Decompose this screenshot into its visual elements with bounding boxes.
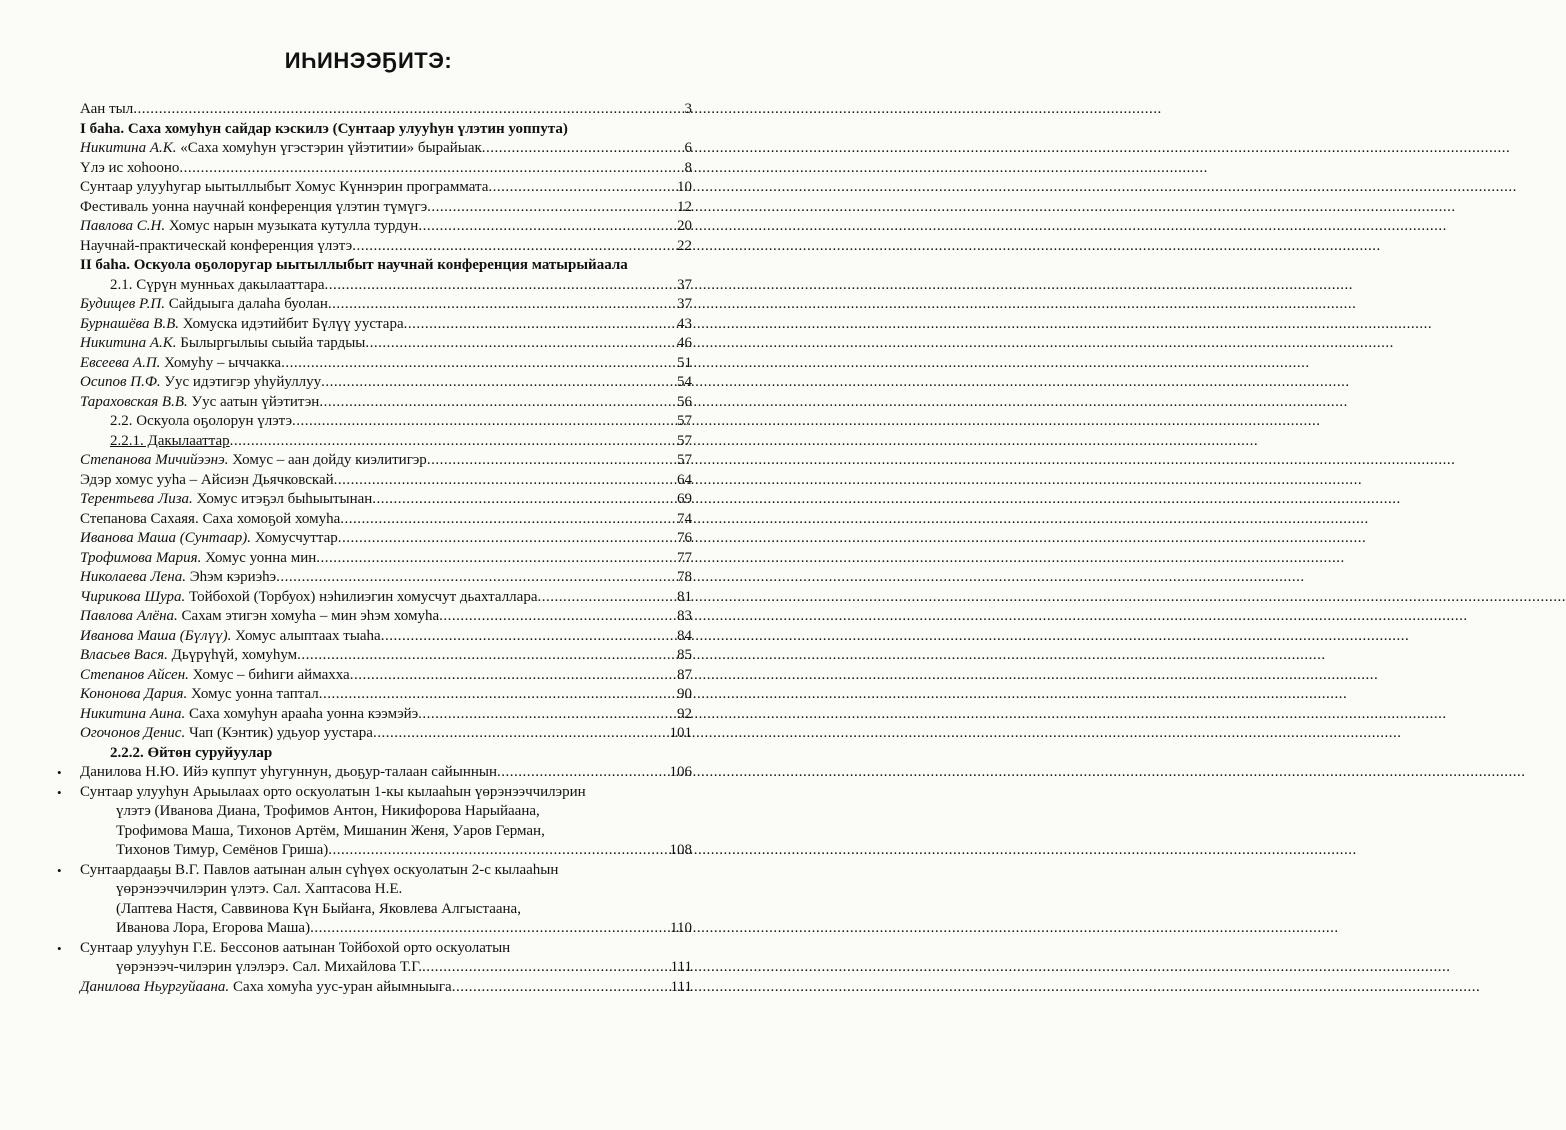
- toc-entry-text: [116, 900, 521, 920]
- toc-entry-text: [80, 666, 350, 686]
- toc-line: [80, 880, 692, 900]
- dot-leader: [310, 919, 669, 939]
- toc-line: [80, 471, 692, 491]
- toc-line: [80, 529, 692, 549]
- toc-author: Кононова Дария.: [80, 686, 188, 702]
- dot-leader: [319, 685, 676, 705]
- toc-page-number: 92: [677, 705, 692, 722]
- toc-line: [80, 334, 692, 354]
- toc-page-number: 57: [677, 432, 692, 449]
- toc-title: Сайдыыга далаһа буолан: [164, 296, 328, 312]
- toc-author: Огочонов Денис.: [80, 725, 186, 741]
- dot-leader: [292, 412, 676, 432]
- toc-entry-text: [116, 841, 328, 861]
- toc-title: 2.2.2. Өйтөн суруйуулар: [110, 744, 273, 761]
- toc-author: Чирикова Шура.: [80, 588, 186, 605]
- toc-title: үөрэнээччилэрин үлэтэ. Сал. Хаптасова Н.Е.: [116, 881, 403, 897]
- toc-entry-text: [80, 763, 497, 783]
- toc-author: Павлова Алёна.: [80, 608, 178, 624]
- toc-entry-text: [80, 861, 558, 881]
- toc-line: [80, 120, 692, 140]
- toc-entry-text: [80, 783, 586, 803]
- toc-title: (Лаптева Настя, Саввинова Күн Быйаҥа, Яковлева Алгыстаана,: [116, 900, 521, 917]
- toc-title: Аан тыл: [80, 101, 134, 117]
- toc-line: [80, 978, 692, 998]
- toc-page-number: 37: [677, 276, 692, 293]
- toc-entry-text: [80, 705, 418, 725]
- toc-entry-text: [80, 315, 404, 335]
- toc-entry-text: [116, 919, 310, 939]
- toc-title: Хомус – аан дойду киэлитигэр: [228, 452, 427, 468]
- toc-page-number: 74: [677, 510, 692, 527]
- dot-leader: [497, 763, 668, 783]
- toc-title: Хомусчуттар: [251, 530, 338, 546]
- toc-page-number: 6: [684, 140, 692, 156]
- toc-title: Иванова Лора, Егорова Маша): [116, 920, 311, 936]
- dot-leader: [319, 393, 676, 413]
- dot-leader: [350, 666, 676, 686]
- toc-page-number: 111: [670, 978, 692, 995]
- toc-line: [80, 373, 692, 393]
- toc-page-number: 12: [677, 198, 692, 215]
- toc-entry-text: [80, 373, 321, 393]
- toc-page-number: 108: [669, 842, 692, 858]
- dot-leader: [281, 354, 676, 374]
- dot-leader: [452, 978, 670, 998]
- table-of-contents: [57, 100, 692, 997]
- toc-title: Хомус нарын музыката кутулла турдун: [165, 218, 419, 234]
- toc-line: [80, 100, 692, 120]
- toc-title: үөрэнээч-чилэрин үлэлэрэ. Сал. Михайлова Т.Г.: [116, 959, 422, 975]
- toc-line: [80, 900, 692, 920]
- toc-line: [57, 939, 692, 959]
- toc-page-number: 106: [669, 764, 692, 780]
- toc-page-number: 22: [677, 237, 692, 254]
- dot-leader: [482, 139, 684, 159]
- toc-entry-text: [80, 295, 328, 315]
- dot-leader: [133, 100, 683, 120]
- toc-entry-text: [80, 393, 319, 413]
- toc-entry-text: [116, 822, 545, 842]
- toc-author: Власьев Вася.: [80, 647, 168, 663]
- dot-leader: [276, 568, 676, 588]
- toc-author: Степанов Айсен.: [80, 666, 189, 683]
- toc-author: Никитина А.К.: [80, 335, 177, 351]
- toc-author: Осипов П.Ф.: [80, 374, 161, 390]
- toc-page-number: 81: [677, 588, 692, 605]
- toc-entry-text: [110, 432, 230, 452]
- toc-title: Хомус уонна таптал: [187, 686, 319, 702]
- toc-line: [80, 510, 692, 530]
- toc-line: [80, 841, 692, 861]
- toc-entry-text: [80, 334, 365, 354]
- toc-author: Бурнашёва В.В.: [80, 315, 180, 332]
- toc-entry-text: [80, 178, 488, 198]
- toc-title: Эдэр хомус ууһа – Айсиэн Дьячковскай: [80, 471, 334, 488]
- toc-author: Никитина Аина.: [80, 705, 186, 722]
- toc-page-number: 90: [677, 686, 692, 702]
- toc-entry-text: [80, 471, 334, 491]
- dot-leader: [328, 841, 668, 861]
- toc-entry-text: [80, 198, 427, 218]
- toc-title: Тихонов Тимур, Семёнов Гриша): [116, 842, 329, 858]
- toc-page-number: 111: [670, 959, 692, 975]
- toc-entry-text: [80, 139, 482, 159]
- dot-leader: [340, 510, 676, 530]
- toc-line: [80, 159, 692, 179]
- toc-entry-text: [80, 588, 537, 608]
- toc-title: Фестиваль уонна научнай конференция үлэтин түмүгэ: [80, 198, 428, 215]
- toc-page-number: 69: [677, 491, 692, 507]
- toc-line: [57, 783, 692, 803]
- toc-author: Трофимова Мария.: [80, 549, 202, 566]
- toc-page-number: 46: [677, 335, 692, 351]
- toc-entry-text: [80, 120, 568, 140]
- toc-entry-text: [80, 490, 372, 510]
- dot-leader: [422, 958, 670, 978]
- toc-line: [80, 685, 692, 705]
- dot-leader: [372, 490, 676, 510]
- toc-page-number: 84: [677, 627, 692, 644]
- toc-line: [80, 139, 692, 159]
- toc-page-number: 76: [677, 530, 692, 546]
- toc-page-number: 56: [677, 393, 692, 410]
- toc-page-number: 85: [677, 647, 692, 663]
- toc-author: Степанова Мичийээнэ.: [80, 452, 229, 468]
- dot-leader: [427, 451, 676, 471]
- toc-line: [80, 315, 692, 335]
- toc-page-number: 78: [677, 569, 692, 585]
- toc-title: Хомус уонна мин: [201, 549, 317, 566]
- toc-title: Сахам этигэн хомуһа – мин эһэм хомуһа: [177, 608, 440, 624]
- toc-line: [80, 588, 692, 608]
- dot-leader: [338, 529, 676, 549]
- toc-entry-text: [110, 412, 292, 432]
- toc-title: Эһэм кэриэһэ: [185, 569, 277, 585]
- toc-title: үлэтэ (Иванова Диана, Трофимов Антон, Никифорова Нарыйаана,: [116, 803, 540, 819]
- toc-line: [80, 276, 692, 296]
- toc-entry-text: [110, 276, 325, 296]
- toc-page-number: 51: [677, 354, 692, 371]
- toc-title: Үлэ ис хоһооно: [80, 159, 180, 176]
- toc-entry-text: [80, 451, 427, 471]
- dot-leader: [325, 276, 676, 296]
- toc-line: [80, 958, 692, 978]
- toc-title: 2.2. Оскуола оҕолорун үлэтэ: [110, 413, 293, 429]
- toc-line: [80, 256, 692, 276]
- toc-page-number: 83: [677, 608, 692, 624]
- toc-line: [57, 763, 692, 783]
- toc-title: Сунтаар улууһугар ыытыллыбыт Хомус Күннэрин программата: [80, 179, 489, 195]
- dot-leader: [179, 159, 683, 179]
- toc-author: Данилова Ньургуйаана.: [80, 978, 230, 995]
- toc-title: Уус идэтигэр уһуйуллуу: [160, 374, 322, 390]
- toc-title: Хомуһу – ыччакка: [160, 354, 282, 371]
- toc-entry-text: [80, 529, 338, 549]
- dot-leader: [297, 646, 676, 666]
- toc-page-number: 77: [677, 549, 692, 566]
- toc-line: [80, 412, 692, 432]
- toc-title: Степанова Сахаяя. Саха хомоҕой хомуһа: [80, 510, 341, 527]
- toc-author: Николаева Лена.: [80, 569, 186, 585]
- toc-title: Сунтаар улууһун Арыылаах орто оскуолатын 1-кы кылааһын үөрэнээччилэрин: [80, 783, 586, 800]
- toc-author: Иванова Маша (Бүлүү).: [80, 627, 232, 644]
- toc-page-number: 43: [677, 315, 692, 332]
- toc-line: [80, 549, 692, 569]
- dot-leader: [373, 724, 669, 744]
- bullet-icon: •: [57, 765, 62, 780]
- toc-line: [80, 919, 692, 939]
- toc-title: Трофимова Маша, Тихонов Артём, Мишанин Женя, Уаров Герман,: [116, 822, 545, 839]
- toc-line: [80, 646, 692, 666]
- toc-author: Евсеева А.П.: [80, 354, 161, 371]
- toc-entry-text: [80, 607, 439, 627]
- toc-line: [80, 432, 692, 452]
- toc-entry-text: [80, 354, 281, 374]
- toc-entry-text: [80, 100, 133, 120]
- toc-author: Терентьева Лиза.: [80, 491, 193, 507]
- dot-leader: [537, 588, 676, 608]
- dot-leader: [418, 217, 676, 237]
- toc-page-number: 110: [670, 920, 692, 936]
- toc-line: [80, 607, 692, 627]
- toc-entry-text: [110, 744, 272, 764]
- toc-title: Уус аатын үйэтитэн: [187, 393, 320, 410]
- toc-title: Хомус алыптаах тыаһа: [231, 627, 381, 644]
- toc-entry-text: [80, 724, 373, 744]
- toc-entry-text: [80, 646, 297, 666]
- toc-line: [80, 568, 692, 588]
- toc-title: II баһа. Оскуола оҕолоругар ыытыллыбыт научнай конференция матырыйаала: [80, 257, 628, 273]
- toc-title: I баһа. Саха хомуһун сайдар кэскилэ (Сунтаар улууһун үлэтин уоппута): [80, 120, 568, 137]
- dot-leader: [328, 295, 676, 315]
- toc-entry-text: [116, 958, 422, 978]
- toc-page-number: 3: [684, 101, 692, 117]
- toc-page-number: 101: [669, 725, 692, 741]
- toc-line: [80, 666, 692, 686]
- toc-author: Никитина А.К.: [80, 140, 177, 156]
- dot-leader: [321, 373, 676, 393]
- dot-leader: [381, 627, 676, 647]
- dot-leader: [427, 198, 676, 218]
- toc-line: [80, 393, 692, 413]
- dot-leader: [352, 237, 676, 257]
- dot-leader: [316, 549, 676, 569]
- toc-page-number: 37: [677, 296, 692, 312]
- toc-line: [80, 802, 692, 822]
- toc-line: [80, 705, 692, 725]
- toc-line: [80, 237, 692, 257]
- toc-title: «Саха хомуһун үгэстэрин үйэтитии» бырайыак: [176, 140, 482, 156]
- toc-entry-text: [80, 159, 179, 179]
- bullet-icon: •: [57, 940, 62, 956]
- toc-page-number: 20: [677, 218, 692, 234]
- toc-entry-text: [80, 627, 381, 647]
- toc-line: [80, 217, 692, 237]
- toc-entry-text: [116, 880, 402, 900]
- toc-title: Дьүрүһүй, хомуһум: [167, 647, 298, 663]
- toc-line: [80, 627, 692, 647]
- toc-page-number: 57: [677, 413, 692, 429]
- toc-author: Иванова Маша (Сунтаар).: [80, 530, 252, 546]
- toc-line: [80, 354, 692, 374]
- toc-line: [80, 178, 692, 198]
- toc-page-number: 57: [677, 452, 692, 468]
- toc-entry-text: [80, 685, 319, 705]
- toc-title: 2.2.1. Дакылааттар: [110, 432, 230, 449]
- toc-page-number: 10: [677, 179, 692, 195]
- toc-title: Сунтаардааҕы В.Г. Павлов аатынан алын сүһүөх оскуолатын 2-с кылааһын: [80, 861, 559, 878]
- toc-entry-text: [116, 802, 540, 822]
- toc-title: Чап (Кэнтик) удьуор уустара: [185, 725, 373, 741]
- toc-author: Тараховская В.В.: [80, 393, 188, 410]
- page-title: ИҺИНЭЭҔИТЭ:: [284, 48, 453, 73]
- toc-title: Хомус – биһиги аймахха: [188, 666, 350, 683]
- toc-title: Саха хомуһун арааһа уонна кээмэйэ: [185, 705, 419, 722]
- toc-page-number: 64: [677, 471, 692, 488]
- bullet-icon: •: [57, 784, 62, 800]
- toc-line: [80, 744, 692, 764]
- toc-line: [80, 295, 692, 315]
- toc-entry-text: [80, 549, 316, 569]
- toc-entry-text: [80, 939, 510, 959]
- toc-entry-text: [80, 217, 418, 237]
- toc-line: [80, 451, 692, 471]
- toc-title: Данилова Н.Ю. Ийэ куппут уһугуннун, дьоҕур-талаан сайыннын: [80, 764, 498, 780]
- toc-title: 2.1. Сүрүн мунньах дакылааттара: [110, 276, 325, 293]
- toc-title: Научнай-практическай конференция үлэтэ: [80, 237, 353, 254]
- dot-leader: [488, 178, 676, 198]
- toc-entry-text: [80, 978, 452, 998]
- toc-page-number: 87: [677, 666, 692, 683]
- toc-author: Будищев Р.П.: [80, 296, 165, 312]
- dot-leader: [334, 471, 676, 491]
- bullet-icon: •: [57, 862, 62, 878]
- toc-line: [80, 490, 692, 510]
- toc-page-number: 8: [684, 159, 692, 176]
- toc-title: Сунтаар улууһун Г.Е. Бессонов аатынан Тойбохой орто оскуолатын: [80, 939, 511, 956]
- dot-leader: [439, 607, 676, 627]
- dot-leader: [365, 334, 676, 354]
- toc-entry-text: [80, 510, 340, 530]
- toc-title: Тойбохой (Торбуох) нэһилиэгин хомусчут дьахталлара: [185, 588, 538, 605]
- toc-title: Саха хомуһа уус-уран айымныыга: [229, 978, 452, 995]
- toc-title: Былыргылыы сыыйа тардыы: [176, 335, 366, 351]
- dot-leader: [418, 705, 676, 725]
- toc-line: [80, 198, 692, 218]
- toc-page-number: 54: [677, 374, 692, 390]
- toc-author: Павлова С.Н.: [80, 218, 166, 234]
- toc-title: Хомуска идэтийбит Бүлүү уустара: [179, 315, 404, 332]
- toc-line: [57, 861, 692, 881]
- toc-title: Хомус итэҕэл быһыытынан: [192, 491, 373, 507]
- toc-line: [80, 822, 692, 842]
- toc-entry-text: [80, 568, 276, 588]
- toc-entry-text: [80, 237, 352, 257]
- toc-line: [80, 724, 692, 744]
- dot-leader: [230, 432, 676, 452]
- dot-leader: [404, 315, 676, 335]
- toc-entry-text: [80, 256, 628, 276]
